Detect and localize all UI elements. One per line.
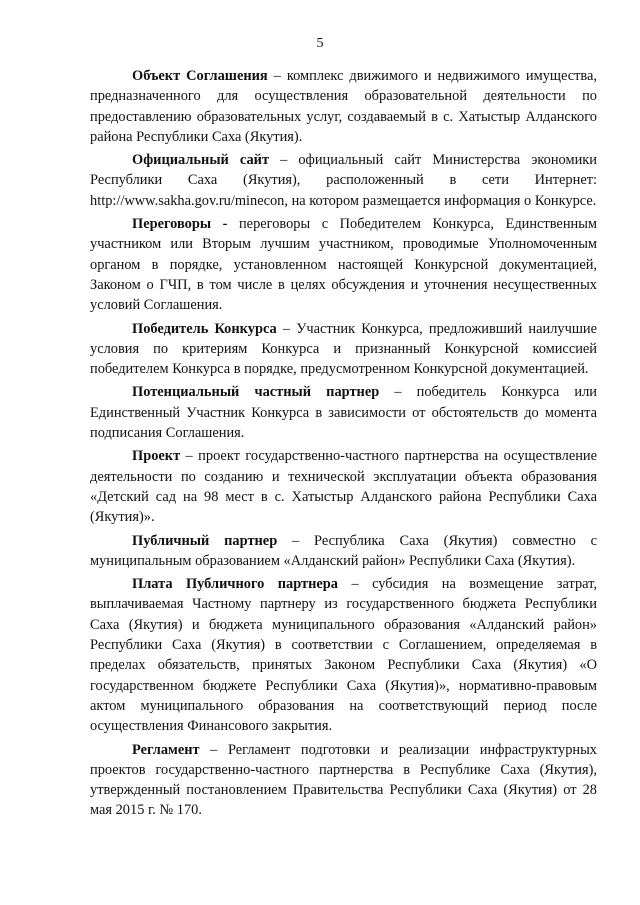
definition-object-agreement	[90, 66, 597, 147]
term: Регламент	[132, 741, 200, 758]
term: Объект Соглашения	[132, 68, 268, 84]
term: Переговоры -	[132, 216, 228, 233]
definition-text: переговоры с Победителем Конкурса, Единственным участником или Вторым лучшим участником, проводимые Уполномоченным органом в порядке, установленном настоящей Конкурсной документацией, Законом о ГЧП, в том числе в целях обсуждения и уточнения несущественных условий Соглашения.	[90, 216, 597, 314]
definition-text: – Регламент подготовки и реализации инфраструктурных проектов государственно-частного партнерства в Республике Саха (Якутия), утвержденный постановлением Правительства Республики Саха (Якутия) от 28 мая 2015 г. № 170.	[90, 741, 597, 819]
definition-contest-winner	[90, 319, 597, 380]
definition-text: – Участник Конкурса, предложивший наилучшие условия по критериям Конкурса и признанный Конкурсной комиссией победителем Конкурса в порядке, предусмотренном Конкурсной документацией.	[90, 320, 597, 378]
definition-public-partner	[90, 531, 597, 572]
definition-potential-private-partner	[90, 382, 597, 443]
definition-text: – Республика Саха (Якутия) совместно с муниципальным образованием «Алданский район» Республики Саха (Якутия).	[90, 532, 598, 569]
definition-text: – комплекс движимого и недвижимого имущества, предназначенного для осуществления образовательной деятельности по предоставлению образовательных услуг, создаваемый в с. Хатыстыр Алданского района Республики Саха (Якутия).	[90, 68, 597, 145]
term: Проект	[132, 448, 181, 465]
term: Публичный партнер	[132, 532, 278, 549]
definition-regulation	[90, 740, 597, 821]
definition-text: – официальный сайт Министерства экономики Республики Саха (Якутия), расположенный в сети Интернет: http://www.sakha.gov.ru/minecon, на котором размещается информация о Конкурсе.	[90, 152, 597, 209]
definition-text: – победитель Конкурса или Единственный Участник Конкурса в зависимости от обстоятельств до момента подписания Соглашения.	[90, 384, 598, 442]
definitions-list	[90, 66, 597, 824]
definition-project	[90, 446, 597, 527]
definition-official-site	[90, 150, 597, 211]
definition-text: – субсидия на возмещение затрат, выплачиваемая Частному партнеру из государственного бюджета Республики Саха (Якутия) и бюджета муниципального образования «Алданский район» Республики Саха (Якутия) в соответствии с Соглашением, определяемая в пределах обязательств, принятых Законом Республики Саха (Якутия) «О государственном бюджете Республики Саха (Якутия)», нормативно-правовым актом муниципального образования на соответствующий период после осуществления Финансового закрытия.	[90, 576, 597, 735]
term: Потенциальный частный партнер	[132, 384, 380, 401]
page-number: 5	[316, 36, 324, 51]
term: Плата Публичного партнера	[132, 576, 339, 593]
term: Победитель Конкурса	[132, 320, 277, 337]
term: Официальный сайт	[132, 152, 270, 169]
definition-negotiations	[90, 214, 597, 315]
definition-text: – проект государственно-частного партнерства на осуществление деятельности по созданию и технической эксплуатации объекта образования «Детский сад на 98 мест в с. Хатыстыр Алданского района Республики Саха (Якутия)».	[90, 448, 597, 526]
definition-public-partner-payment	[90, 574, 597, 736]
